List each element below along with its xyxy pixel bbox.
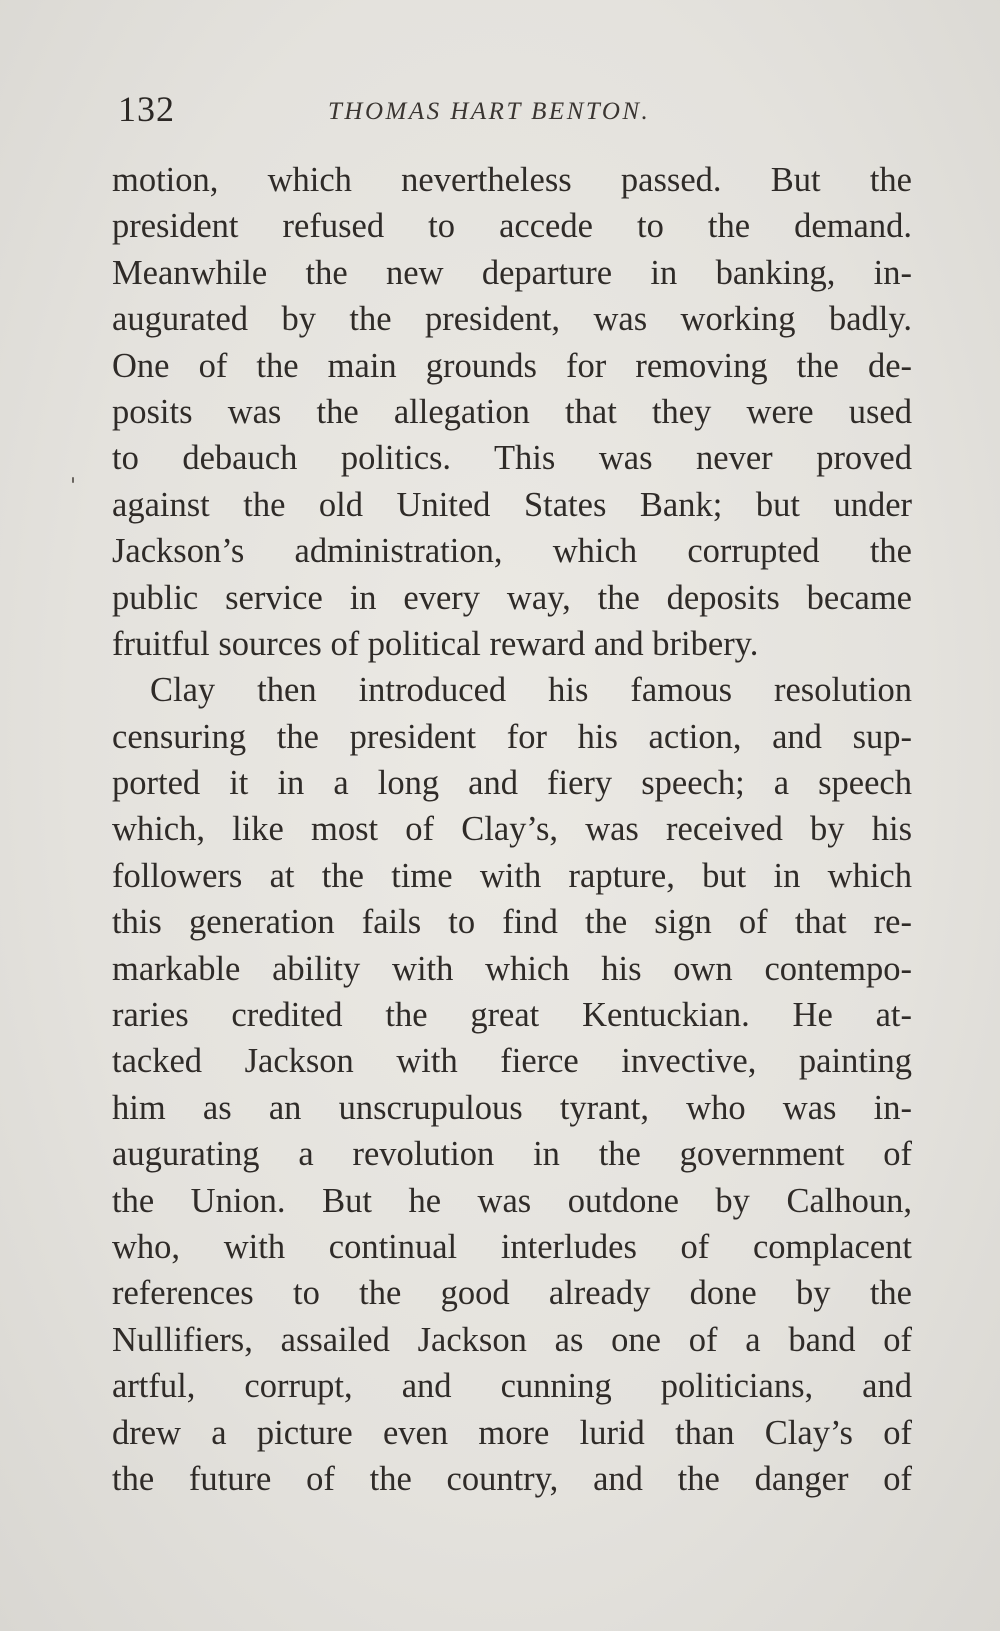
text-line: tacked Jackson with fierce invective, painting bbox=[112, 1042, 912, 1081]
text-line: this generation fails to find the sign of that re- bbox=[112, 903, 912, 942]
text-line: Meanwhile the new departure in banking, in- bbox=[112, 253, 912, 292]
text-line: who, with continual interludes of complacent bbox=[112, 1227, 912, 1266]
text-line: which, like most of Clay’s, was received by his bbox=[112, 810, 912, 849]
text-line: the Union. But he was outdone by Calhoun, bbox=[112, 1181, 912, 1220]
paragraph-start-line: Clay then introduced his famous resolution bbox=[150, 671, 912, 710]
text-line: to debauch politics. This was never proved bbox=[112, 439, 912, 478]
text-line: drew a picture even more lurid than Clay’s of bbox=[112, 1413, 912, 1452]
text-line: augurated by the president, was working badly. bbox=[112, 300, 912, 339]
text-line: Jackson’s administration, which corrupted the bbox=[112, 532, 912, 571]
text-line: censuring the president for his action, and sup- bbox=[112, 717, 912, 756]
text-line: markable ability with which his own contempo- bbox=[112, 949, 912, 988]
page-number: 132 bbox=[118, 89, 175, 129]
stray-ink-mark bbox=[72, 477, 74, 483]
text-line: ported it in a long and fiery speech; a speech bbox=[112, 764, 912, 803]
text-line: artful, corrupt, and cunning politicians, and bbox=[112, 1367, 912, 1406]
body-text bbox=[112, 157, 912, 1502]
text-line: augurating a revolution in the government of bbox=[112, 1135, 912, 1174]
text-line: president refused to accede to the demand. bbox=[112, 207, 912, 246]
text-line: posits was the allegation that they were used bbox=[112, 392, 912, 431]
text-line: One of the main grounds for removing the de- bbox=[112, 346, 912, 385]
paragraph-end-line: fruitful sources of political reward and bribery. bbox=[112, 624, 759, 663]
text-line: him as an unscrupulous tyrant, who was in- bbox=[112, 1088, 912, 1127]
page-header bbox=[118, 88, 918, 138]
text-line: motion, which nevertheless passed. But the bbox=[112, 161, 912, 199]
text-line: raries credited the great Kentuckian. He at- bbox=[112, 996, 912, 1035]
text-line: the future of the country, and the danger of bbox=[112, 1459, 912, 1498]
text-line: Nullifiers, assailed Jackson as one of a band of bbox=[112, 1320, 912, 1359]
text-line: against the old United States Bank; but under bbox=[112, 485, 912, 524]
text-line: followers at the time with rapture, but in which bbox=[112, 856, 912, 895]
text-line: public service in every way, the deposits became bbox=[112, 578, 912, 617]
text-line: references to the good already done by the bbox=[112, 1274, 912, 1313]
running-head: THOMAS HART BENTON. bbox=[328, 98, 651, 125]
